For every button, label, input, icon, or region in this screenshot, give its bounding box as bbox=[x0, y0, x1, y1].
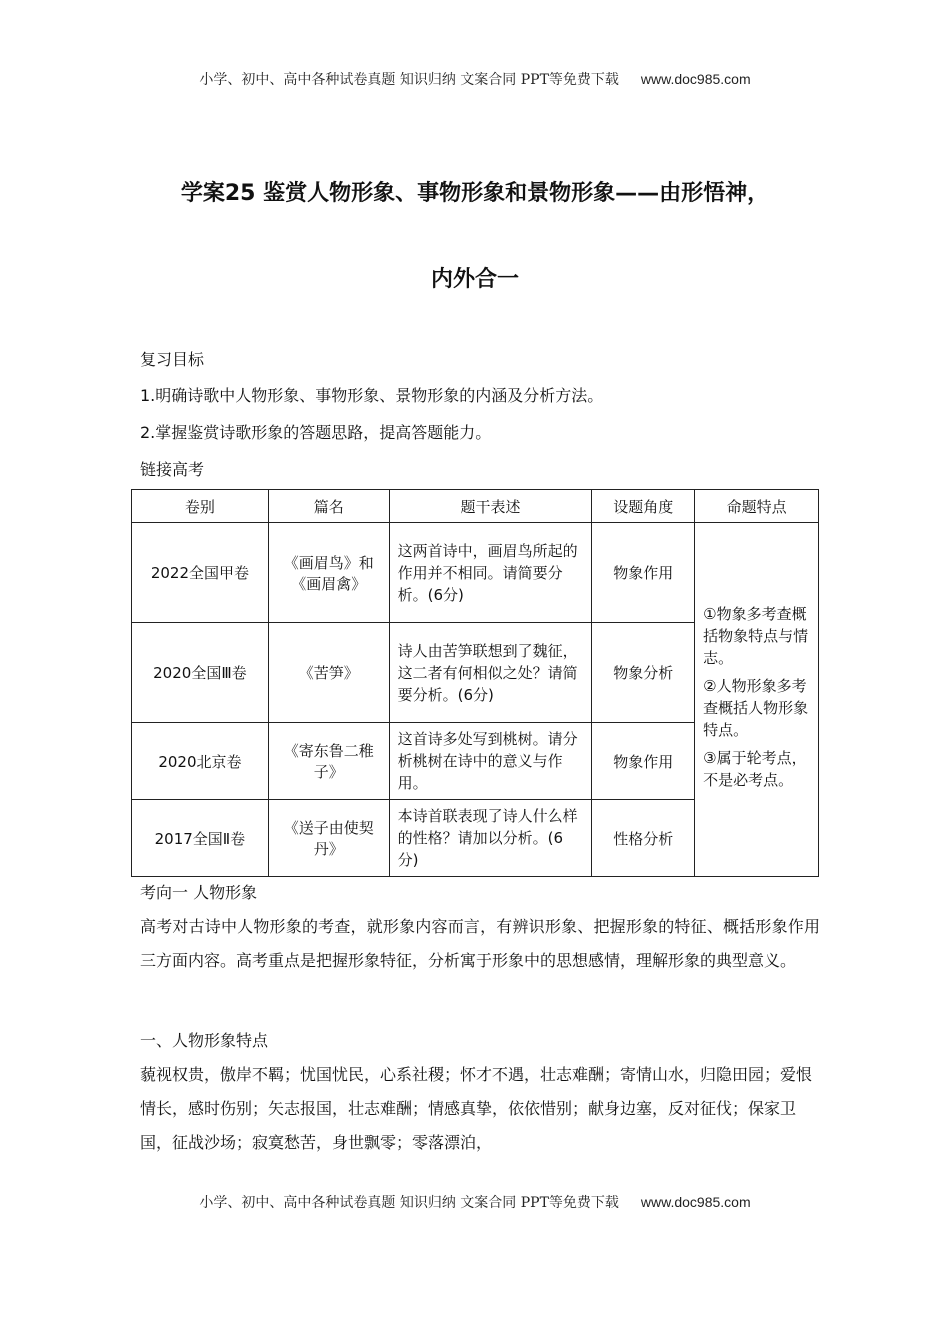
feature-item: ①物象多考查概括物象特点与情志。 bbox=[703, 604, 809, 667]
exam-table bbox=[131, 489, 819, 877]
footer-text: 小学、初中、高中各种试卷真题 知识归纳 文案合同 PPT等免费下载 bbox=[199, 1195, 619, 1211]
cell-angle: 物象作用 bbox=[592, 523, 695, 623]
cell-question: 诗人由苦笋联想到了魏征，这二者有何相似之处？请简要分析。(6分) bbox=[389, 623, 592, 723]
cell-title: 《画眉鸟》和《画眉禽》 bbox=[268, 523, 389, 623]
cell-paper: 2020北京卷 bbox=[132, 723, 269, 800]
link-heading: 链接高考 bbox=[140, 460, 205, 479]
traits-paragraph: 藐视权贵，傲岸不羁；忧国忧民，心系社稷；怀才不遇，壮志难酬；寄情山水，归隐田园；爱恨情长，感时伤别；矢志报国，壮志难酬；情感真挚，依依惜别；献身边塞，反对征伐；保家卫国，征战沙场；寂寞愁苦，身世飘零；零落漂泊， bbox=[140, 1065, 813, 1152]
page-header bbox=[0, 69, 950, 89]
table-row bbox=[132, 523, 819, 623]
goal-item-1: 1.明确诗歌中人物形象、事物形象、景物形象的内涵及分析方法。 bbox=[140, 386, 604, 405]
col-header: 设题角度 bbox=[592, 490, 695, 523]
page-footer bbox=[0, 1192, 950, 1212]
page-title-cont: 内外合一 bbox=[430, 267, 519, 292]
section-heading: 考向一 人物形象 bbox=[140, 883, 258, 902]
cell-angle: 物象分析 bbox=[592, 623, 695, 723]
header-text: 小学、初中、高中各种试卷真题 知识归纳 文案合同 PPT等免费下载 bbox=[199, 72, 619, 88]
cell-angle: 性格分析 bbox=[592, 800, 695, 877]
feature-item: ③属于轮考点，不是必考点。 bbox=[703, 748, 807, 789]
header-url[interactable]: www.doc985.com bbox=[640, 71, 751, 87]
col-header: 篇名 bbox=[268, 490, 389, 523]
cell-paper: 2020全国Ⅲ卷 bbox=[132, 623, 269, 723]
col-header: 命题特点 bbox=[695, 490, 819, 523]
goal-item-2: 2.掌握鉴赏诗歌形象的答题思路，提高答题能力。 bbox=[140, 423, 492, 442]
cell-angle: 物象作用 bbox=[592, 723, 695, 800]
cell-question: 这首诗多处写到桃树。请分析桃树在诗中的意义与作用。 bbox=[389, 723, 592, 800]
goals-heading: 复习目标 bbox=[140, 350, 205, 369]
section-paragraph: 高考对古诗中人物形象的考查，就形象内容而言，有辨识形象、把握形象的特征、概括形象作用三方面内容。高考重点是把握形象特征，分析寓于形象中的思想感情，理解形象的典型意义。 bbox=[140, 917, 820, 970]
table-header-row bbox=[132, 490, 819, 523]
page-title: 学案25 鉴赏人物形象、事物形象和景物形象——由形悟神， bbox=[180, 181, 770, 206]
cell-title: 《送子由使契丹》 bbox=[268, 800, 389, 877]
cell-title: 《寄东鲁二稚子》 bbox=[268, 723, 389, 800]
cell-features bbox=[695, 523, 819, 877]
cell-paper: 2022全国甲卷 bbox=[132, 523, 269, 623]
feature-item: ②人物形象多考查概括人物形象特点。 bbox=[703, 676, 809, 739]
cell-title: 《苦笋》 bbox=[268, 623, 389, 723]
cell-paper: 2017全国Ⅱ卷 bbox=[132, 800, 269, 877]
sub-heading: 一、人物形象特点 bbox=[140, 1031, 269, 1050]
cell-question: 本诗首联表现了诗人什么样的性格？请加以分析。(6分) bbox=[389, 800, 592, 877]
col-header: 题干表述 bbox=[389, 490, 592, 523]
cell-question: 这两首诗中，画眉鸟所起的作用并不相同。请简要分析。(6分) bbox=[389, 523, 592, 623]
col-header: 卷别 bbox=[132, 490, 269, 523]
footer-url[interactable]: www.doc985.com bbox=[640, 1194, 751, 1210]
